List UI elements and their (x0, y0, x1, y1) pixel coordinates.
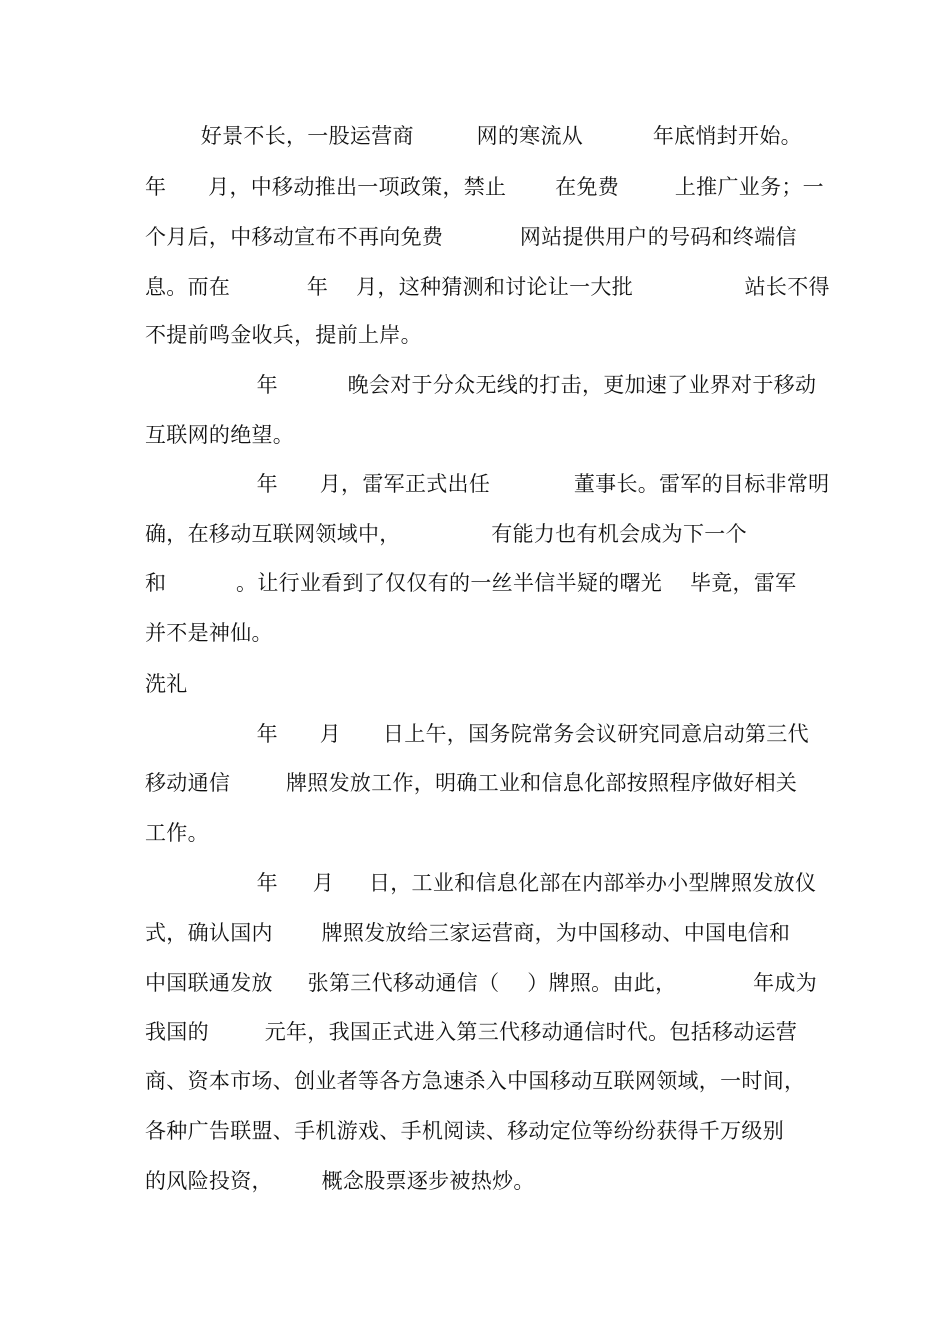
text-line: 并不是神仙。 (145, 621, 273, 645)
text-line: 不提前鸣金收兵，提前上岸。 (145, 323, 422, 347)
text-line: 好景不长，一股运营商 网的寒流从 年底悄封开始。 (145, 124, 802, 148)
text-line: 各种广告联盟、手机游戏、手机阅读、移动定位等纷纷获得千万级别 (145, 1119, 784, 1143)
text-line: 年 晚会对于分众无线的打击，更加速了业界对于移动 (145, 373, 817, 397)
text-line: 移动通信 牌照发放工作，明确工业和信息化部按照程序做好相关 (145, 771, 798, 795)
text-line: 中国联通发放 张第三代移动通信（ ）牌照。由此， 年成为 (145, 971, 818, 995)
text-line: 年 月 日上午，国务院常务会议研究同意启动第三代 (145, 722, 809, 746)
text-line: 年 月 日，工业和信息化部在内部举办小型牌照发放仪 (145, 871, 817, 895)
section-heading: 洗礼 (145, 672, 188, 696)
text-line: 和 。让行业看到了仅仅有的一丝半信半疑的曙光 毕竟，雷军 (145, 571, 797, 595)
text-line: 商、资本市场、创业者等各方急速杀入中国移动互联网领域，一时间， (145, 1069, 806, 1093)
text-line: 个月后，中移动宣布不再向免费 网站提供用户的号码和终端信 (145, 225, 797, 249)
text-line: 确，在移动互联网领域中， 有能力也有机会成为下一个 (145, 522, 747, 546)
text-line: 我国的 元年，我国正式进入第三代移动通信时代。包括移动运营 (145, 1020, 798, 1044)
text-line: 工作。 (145, 821, 209, 845)
text-line: 互联网的绝望。 (145, 423, 295, 447)
text-line: 息。而在 年 月，这种猜测和讨论让一大批 站长不得 (145, 275, 830, 299)
text-line: 年 月，中移动推出一项政策，禁止 在免费 上推广业务；一 (145, 175, 824, 199)
text-line: 的风险投资， 概念股票逐步被热炒。 (145, 1169, 535, 1193)
text-line: 式，确认国内 牌照发放给三家运营商，为中国移动、中国电信和 (145, 921, 791, 945)
text-line: 年 月，雷军正式出任 董事长。雷军的目标非常明 (145, 472, 830, 496)
